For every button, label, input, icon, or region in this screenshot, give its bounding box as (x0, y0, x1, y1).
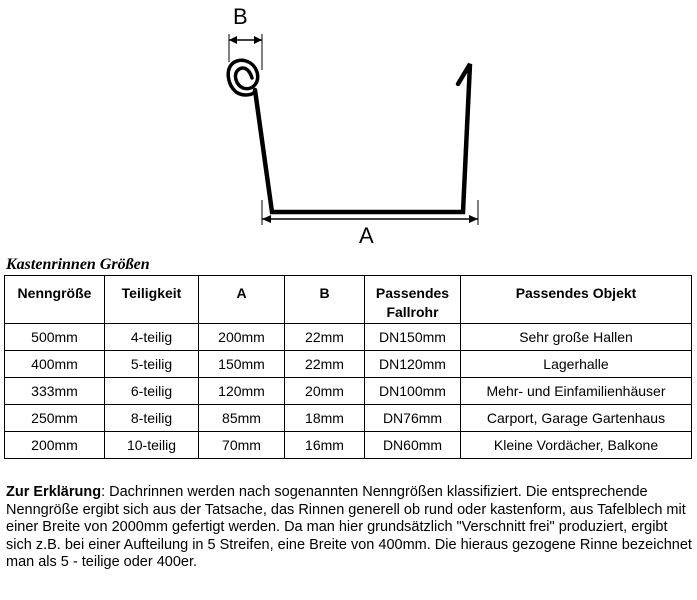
gutter-profile-diagram (0, 0, 697, 256)
header-teiligkeit: Teiligkeit (105, 276, 199, 324)
cell-a: 70mm (199, 432, 285, 459)
cell-a: 85mm (199, 405, 285, 432)
cell-b: 16mm (285, 432, 365, 459)
cell-fallrohr: DN120mm (365, 351, 461, 378)
cell-nenngroesse: 500mm (5, 324, 105, 351)
cell-a: 120mm (199, 378, 285, 405)
dimension-label-b: B (233, 4, 248, 29)
header-fallrohr-line2: Fallrohr (386, 304, 439, 320)
cell-teiligkeit: 4-teilig (105, 324, 199, 351)
cell-b: 22mm (285, 324, 365, 351)
header-nenngroesse: Nenngröße (5, 276, 105, 324)
cell-teiligkeit: 10-teilig (105, 432, 199, 459)
gutter-profile (255, 64, 470, 212)
cell-objekt: Mehr- und Einfamilienhäuser (461, 378, 692, 405)
header-fallrohr (365, 276, 461, 324)
dimension-label-a: A (359, 223, 374, 248)
cell-nenngroesse: 200mm (5, 432, 105, 459)
explanation-text: : Dachrinnen werden nach sogenannten Nenngrößen klassifiziert. Die entsprechende Nenngröße ergibt sich aus der Tatsache, das Rinnen generell ob rund oder kastenform, aus Tafelblech mit einer Breite von 2000mm gefertigt werden. Da man hier grundsätzlich "Verschnitt frei" produziert, ergibt sich z.B. bei einer Aufteilung in 5 Streifen, eine Breite von 400mm. Die hieraus gezogene Rinne bezeichnet man als 5 - teilige oder 400er. (6, 484, 692, 571)
cell-objekt: Kleine Vordächer, Balkone (461, 432, 692, 459)
explanation-paragraph (6, 484, 694, 572)
cell-fallrohr: DN150mm (365, 324, 461, 351)
dimension-arrow-a-left (262, 215, 271, 223)
header-a: A (199, 276, 285, 324)
table-header-row (5, 276, 692, 324)
cell-a: 200mm (199, 324, 285, 351)
header-b: B (285, 276, 365, 324)
gutter-size-table (4, 275, 692, 459)
cell-fallrohr: DN60mm (365, 432, 461, 459)
cell-b: 20mm (285, 378, 365, 405)
table-row (5, 351, 692, 378)
cell-fallrohr: DN100mm (365, 378, 461, 405)
cell-objekt: Carport, Garage Gartenhaus (461, 405, 692, 432)
table-row (5, 405, 692, 432)
cell-nenngroesse: 400mm (5, 351, 105, 378)
dimension-arrow-b-right (254, 36, 262, 44)
table-caption: Kastenrinnen Größen (6, 256, 150, 273)
header-fallrohr-line1: Passendes (375, 285, 450, 301)
dimension-arrow-a-right (469, 215, 478, 223)
table-row (5, 324, 692, 351)
cell-nenngroesse: 333mm (5, 378, 105, 405)
cell-teiligkeit: 6-teilig (105, 378, 199, 405)
cell-teiligkeit: 5-teilig (105, 351, 199, 378)
cell-nenngroesse: 250mm (5, 405, 105, 432)
table-row (5, 432, 692, 459)
table-row (5, 378, 692, 405)
cell-b: 18mm (285, 405, 365, 432)
header-objekt: Passendes Objekt (461, 276, 692, 324)
cell-objekt: Lagerhalle (461, 351, 692, 378)
cell-b: 22mm (285, 351, 365, 378)
explanation-lead: Zur Erklärung (6, 484, 102, 500)
cell-objekt: Sehr große Hallen (461, 324, 692, 351)
cell-a: 150mm (199, 351, 285, 378)
cell-fallrohr: DN76mm (365, 405, 461, 432)
dimension-arrow-b-left (229, 36, 237, 44)
cell-teiligkeit: 8-teilig (105, 405, 199, 432)
